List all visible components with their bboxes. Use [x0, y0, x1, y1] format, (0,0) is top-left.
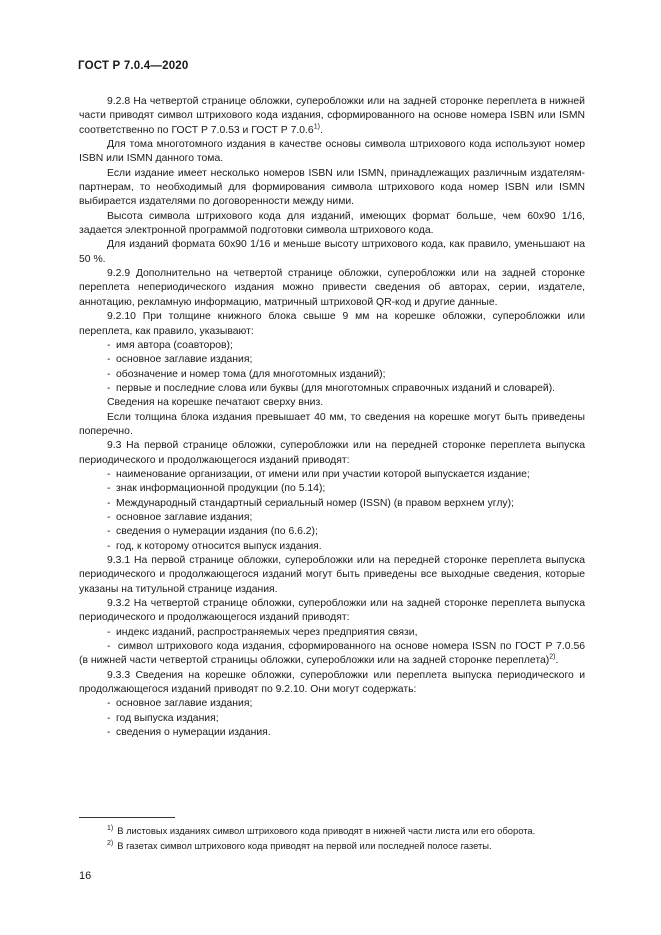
paragraph: 9.3.3 Сведения на корешке обложки, суперобложки или переплета выпуска периодического и продолжающегося изданий приводят по 9.2.10. Они могут содержать: — [79, 669, 585, 696]
list-item: - Международный стандартный сериальный номер (ISSN) (в правом верхнем углу); — [107, 497, 514, 509]
footnote: $^{1)}$ В листовых изданиях символ штрихового кода приводят в нижней части листа или его оборота. — [107, 824, 536, 836]
paragraph: 9.3.1 На первой странице обложки, суперобложки или на передней сторонке переплета выпуска периодического и продолжающегося изданий могут быть приведены все выходные сведения, которые указаны на титульной странице издания. — [79, 555, 585, 595]
paragraph: Высота символа штрихового кода для изданий, имеющих формат больше, чем 60х90 1/16, задается электронной программой подготовки символа штрихового кода. — [79, 210, 585, 237]
list-item: - сведения о нумерации издания (по 6.6.2); — [107, 526, 318, 538]
paragraph: Сведения на корешке печатают сверху вниз. — [107, 397, 324, 409]
footnote: $^{2)}$ В газетах символ штрихового кода приводят на первой или последней полосе газеты. — [107, 839, 492, 851]
page-number: 16 — [79, 870, 92, 882]
paragraph: 9.3.2 На четвертой странице обложки, суперобложки или на задней сторонке переплета выпуска периодического и продолжающегося изданий приводят: — [79, 598, 585, 624]
paragraph: 9.3 На первой странице обложки, суперобложки или на передней сторонке переплета выпуска периодического и продолжающегося изданий приводят: — [79, 440, 585, 466]
paragraph: 9.2.9 Дополнительно на четвертой странице обложки, суперобложки или на задней сторонке переплета непериодического издания можно привести сведения об авторах, серии, издателе, аннотацию, рекламную информацию, матричный штриховой QR-код и другие данные. — [79, 268, 585, 308]
paragraph: Если толщина блока издания превышает 40 мм, то сведения на корешке могут быть приведены поперечно. — [79, 411, 585, 437]
paragraph: Для изданий формата 60х90 1/16 и меньше высоту штрихового кода, как правило, уменьшают на 50 %. — [79, 239, 585, 265]
list-item: - первые и последние слова или буквы (для многотомных справочных изданий и словарей). — [107, 382, 556, 394]
list-item: - обозначение и номер тома (для многотомных изданий); — [107, 368, 386, 380]
list-item: - год выпуска издания; — [107, 712, 219, 724]
list-item: - индекс изданий, распространяемых через предприятия связи, — [107, 626, 418, 638]
document-header: ГОСТ Р 7.0.4—2020 — [78, 60, 189, 72]
list-item: - год, к которому относится выпуск издания. — [107, 540, 322, 552]
list-item: - основное заглавие издания; — [107, 511, 253, 523]
footnote-divider — [79, 817, 175, 818]
paragraph: Если издание имеет несколько номеров ISBN или ISMN, принадлежащих различным издателям-партнерам, то необходимый для формирования символа штрихового кода номер ISBN или ISMN выбирается издателями по договоренности между ними. — [79, 167, 585, 208]
list-item: - наименование организации, от имени или при участии которой выпускается издание; — [107, 468, 530, 480]
list-item: - сведения о нумерации издания. — [107, 727, 271, 739]
paragraph: 9.2.8 На четвертой странице обложки, суперобложки или на задней сторонке переплета в нижней части приводят символ штрихового кода издания, сформированного на основе номера ISBN или ISMN соответственно по ГОСТ Р 7.0.53 и ГОСТ Р 7.0.6$^{1)}$. — [79, 96, 585, 136]
list-item-wrapped: - символ штрихового кода издания, сформированного на основе номера ISSN по ГОСТ Р 7.0.56 (в нижней части четвертой страницы обложки, суперобложки или на задней сторонке переплета)$^{2)}$. — [79, 641, 586, 667]
document-body — [79, 95, 585, 740]
list-item: - основное заглавие издания; — [107, 698, 253, 710]
footnote-ref: 2) — [549, 653, 556, 661]
list-item: - имя автора (соавторов); — [107, 339, 233, 351]
list-item: - знак информационной продукции (по 5.14); — [107, 483, 326, 495]
footnote-ref: 1) — [313, 123, 320, 131]
list-item: - основное заглавие издания; — [107, 354, 253, 366]
footnotes — [79, 823, 585, 853]
paragraph: Для тома многотомного издания в качестве основы символа штрихового кода используют номер ISBN или ISMN данного тома. — [79, 139, 585, 165]
paragraph: 9.2.10 При толщине книжного блока свыше 9 мм на корешке обложки, суперобложки или переплета, как правило, указывают: — [79, 311, 585, 337]
